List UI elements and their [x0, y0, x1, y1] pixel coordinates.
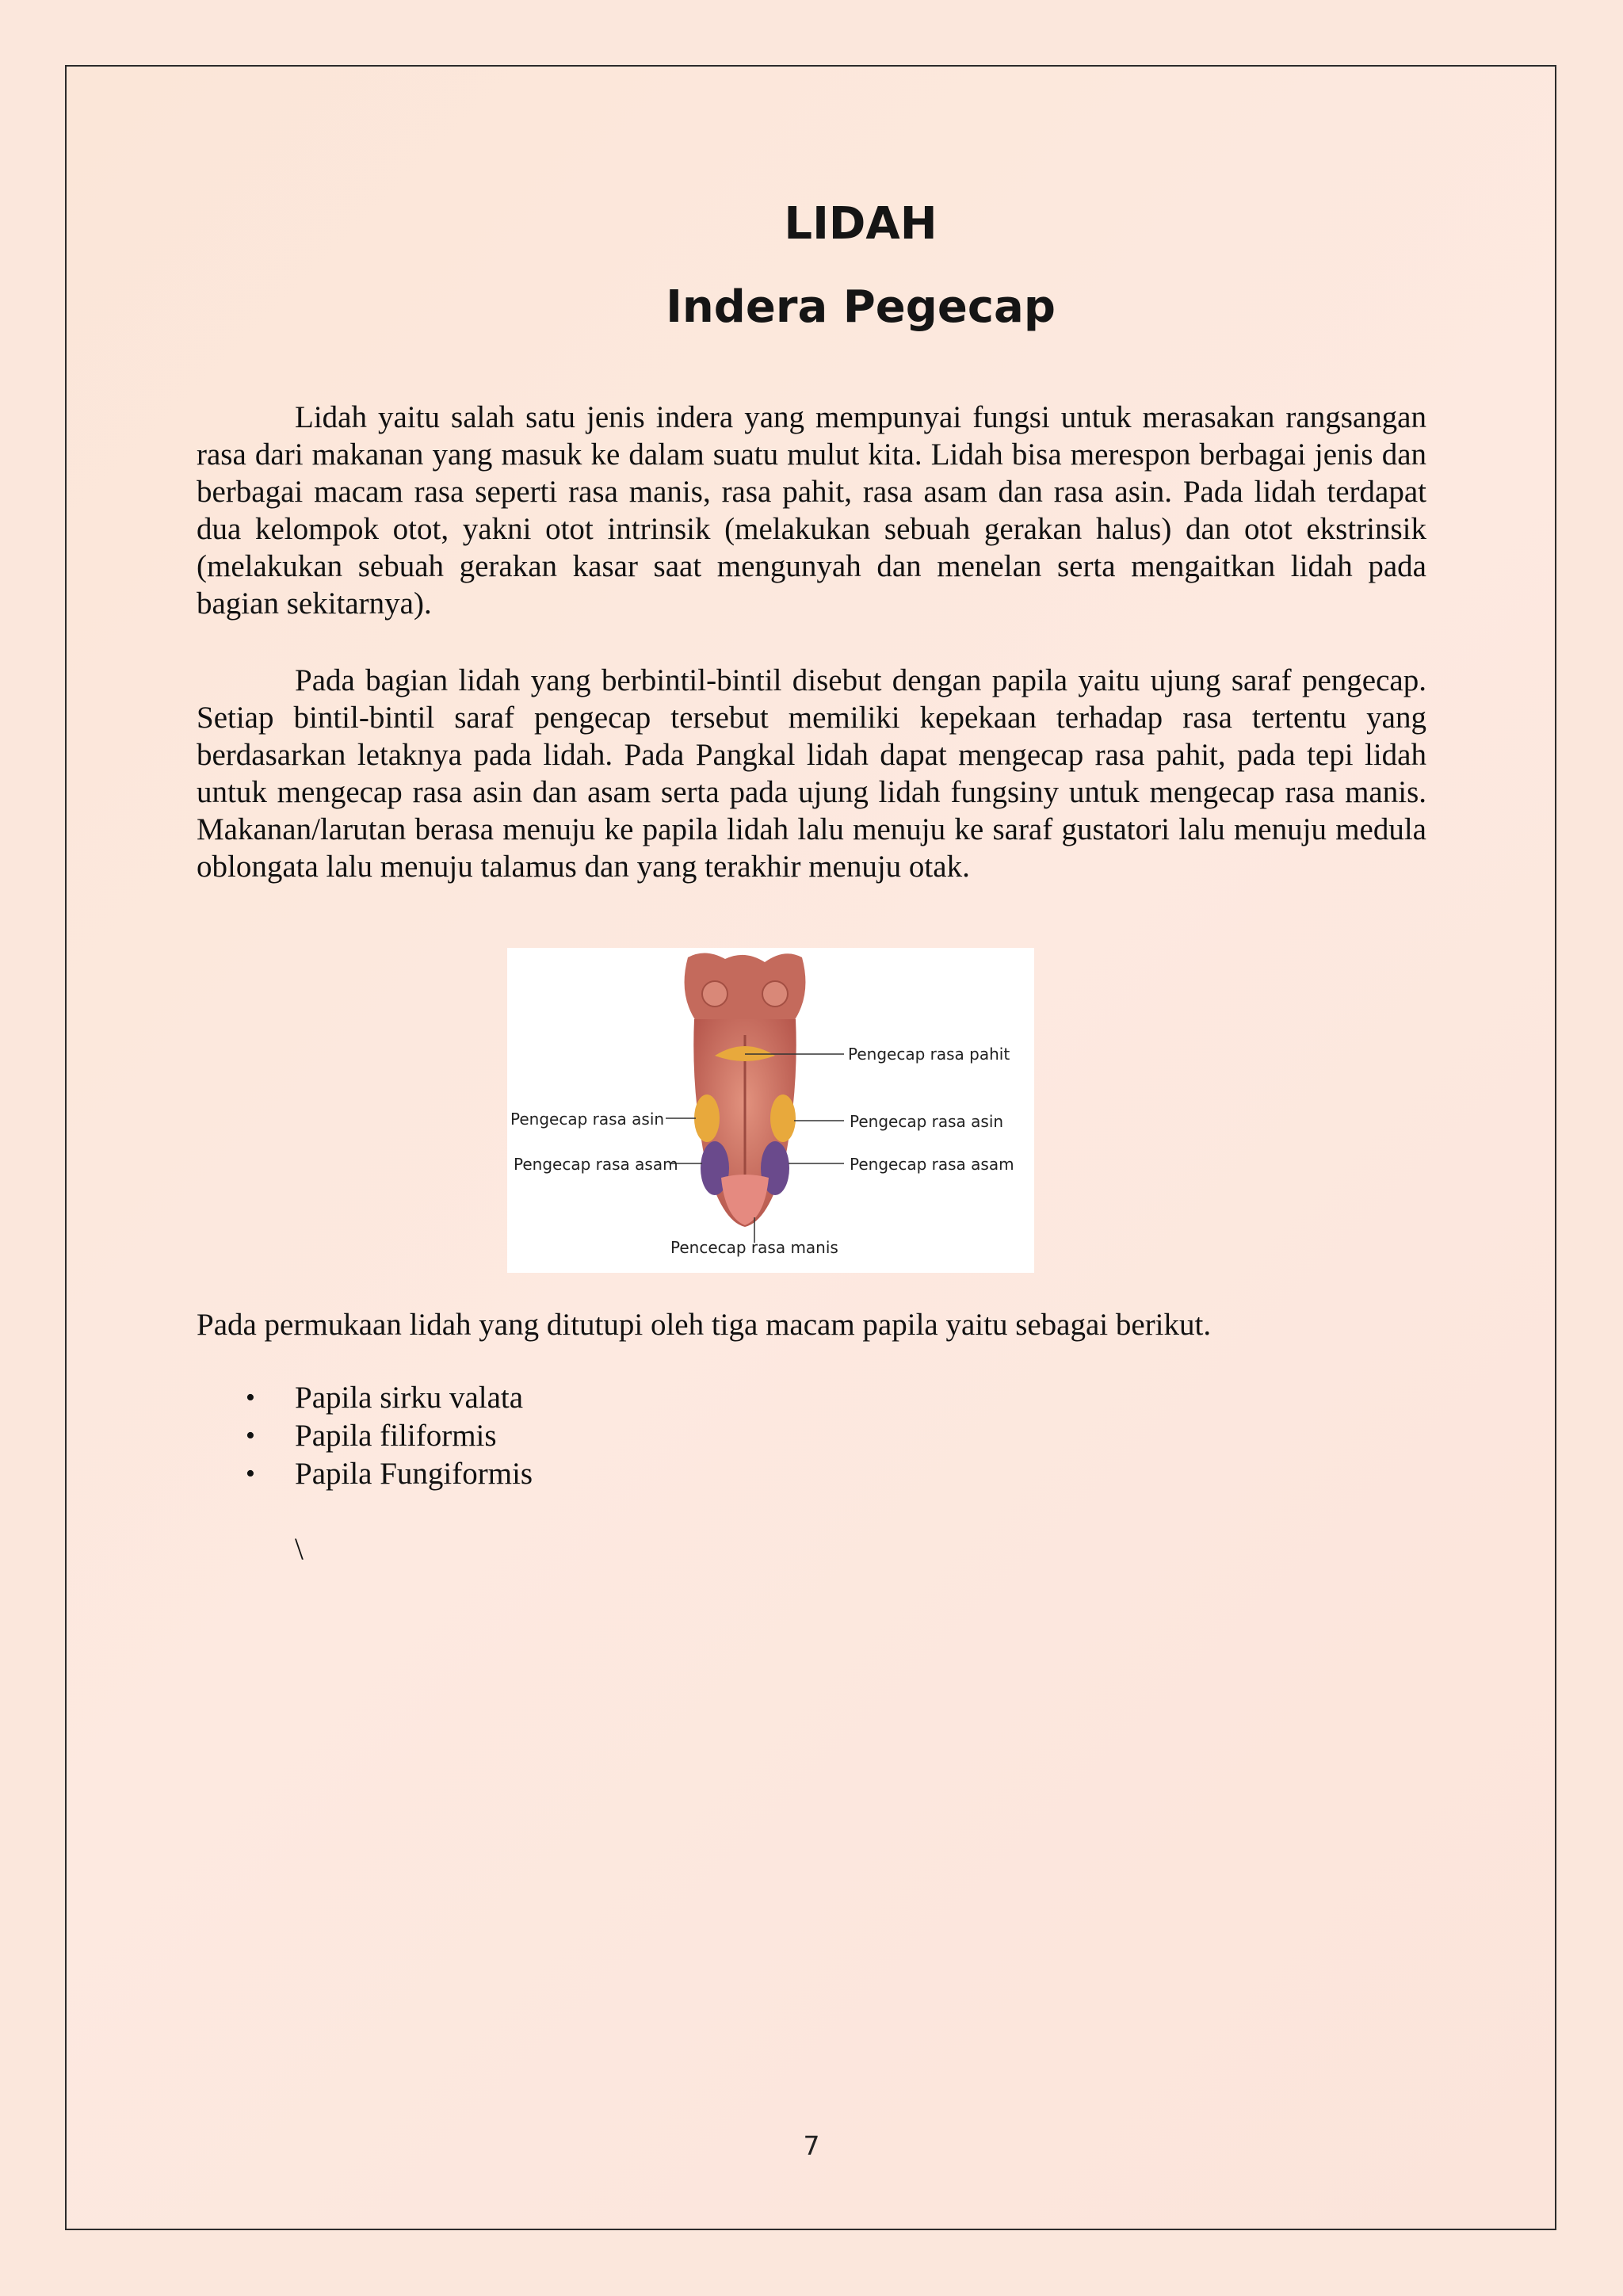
zone-sweet — [721, 1175, 769, 1225]
tonsil-left — [702, 981, 727, 1007]
page-title: LIDAH — [784, 198, 938, 250]
zone-salty-left — [694, 1095, 720, 1142]
papila-list — [238, 1379, 533, 1493]
tongue-diagram — [507, 948, 1034, 1273]
label-salty-right: Pengecap rasa asin — [850, 1112, 1004, 1131]
list-item: • Papila filiformis — [238, 1417, 533, 1455]
zone-salty-right — [770, 1095, 796, 1142]
label-sweet: Pencecap rasa manis — [670, 1238, 838, 1257]
paragraph-intro — [197, 399, 1426, 622]
tonsil-right — [762, 981, 788, 1007]
list-item: • Papila sirku valata — [238, 1379, 533, 1417]
paragraph-list-intro: Pada permukaan lidah yang ditutupi oleh tiga macam papila yaitu sebagai berikut. — [197, 1308, 1212, 1342]
label-salty-left: Pengecap rasa asin — [510, 1110, 665, 1129]
label-bitter: Pengecap rasa pahit — [848, 1045, 1010, 1064]
paragraph-papila-text: Pada bagian lidah yang berbintil-bintil disebut dengan papila yaitu ujung saraf pengecap. Setiap bintil-bintil saraf pengecap tersebut memiliki kepekaan terhadap rasa tertentu yang berdasarkan letaknya pada lidah. Pada Pangkal lidah dapat mengecap rasa pahit, pada tepi lidah untuk mengecap rasa asin dan asam serta pada ujung lidah fungsiny untuk mengecap rasa manis. Makanan/larutan berasa menuju ke papila lidah lalu menuju ke saraf gustatori lalu menuju medula oblongata lalu menuju talamus dan yang terakhir menuju otak. — [197, 663, 1426, 884]
paragraph-intro-text: Lidah yaitu salah satu jenis indera yang mempunyai fungsi untuk merasakan rangsangan rasa dari makanan yang masuk ke dalam suatu mulut kita. Lidah bisa merespon berbagai jenis dan berbagai macam rasa seperti rasa manis, rasa pahit, rasa asam dan rasa asin. Pada lidah terdapat dua kelompok otot, yakni otot intrinsik (melakukan sebuah gerakan halus) dan otot ekstrinsik (melakukan sebuah gerakan kasar saat mengunyah dan menelan serta mengaitkan lidah pada bagian sekitarnya). — [197, 400, 1426, 621]
label-sour-left: Pengecap rasa asam — [514, 1155, 678, 1174]
list-item: • Papila Fungiformis — [238, 1455, 533, 1493]
page-subtitle: Indera Pegecap — [666, 281, 1056, 333]
stray-backslash: \ — [295, 1532, 304, 1566]
paragraph-papila — [197, 662, 1426, 885]
throat-shape — [685, 953, 806, 1023]
page-number: 7 — [803, 2130, 820, 2161]
label-sour-right: Pengecap rasa asam — [850, 1155, 1014, 1174]
